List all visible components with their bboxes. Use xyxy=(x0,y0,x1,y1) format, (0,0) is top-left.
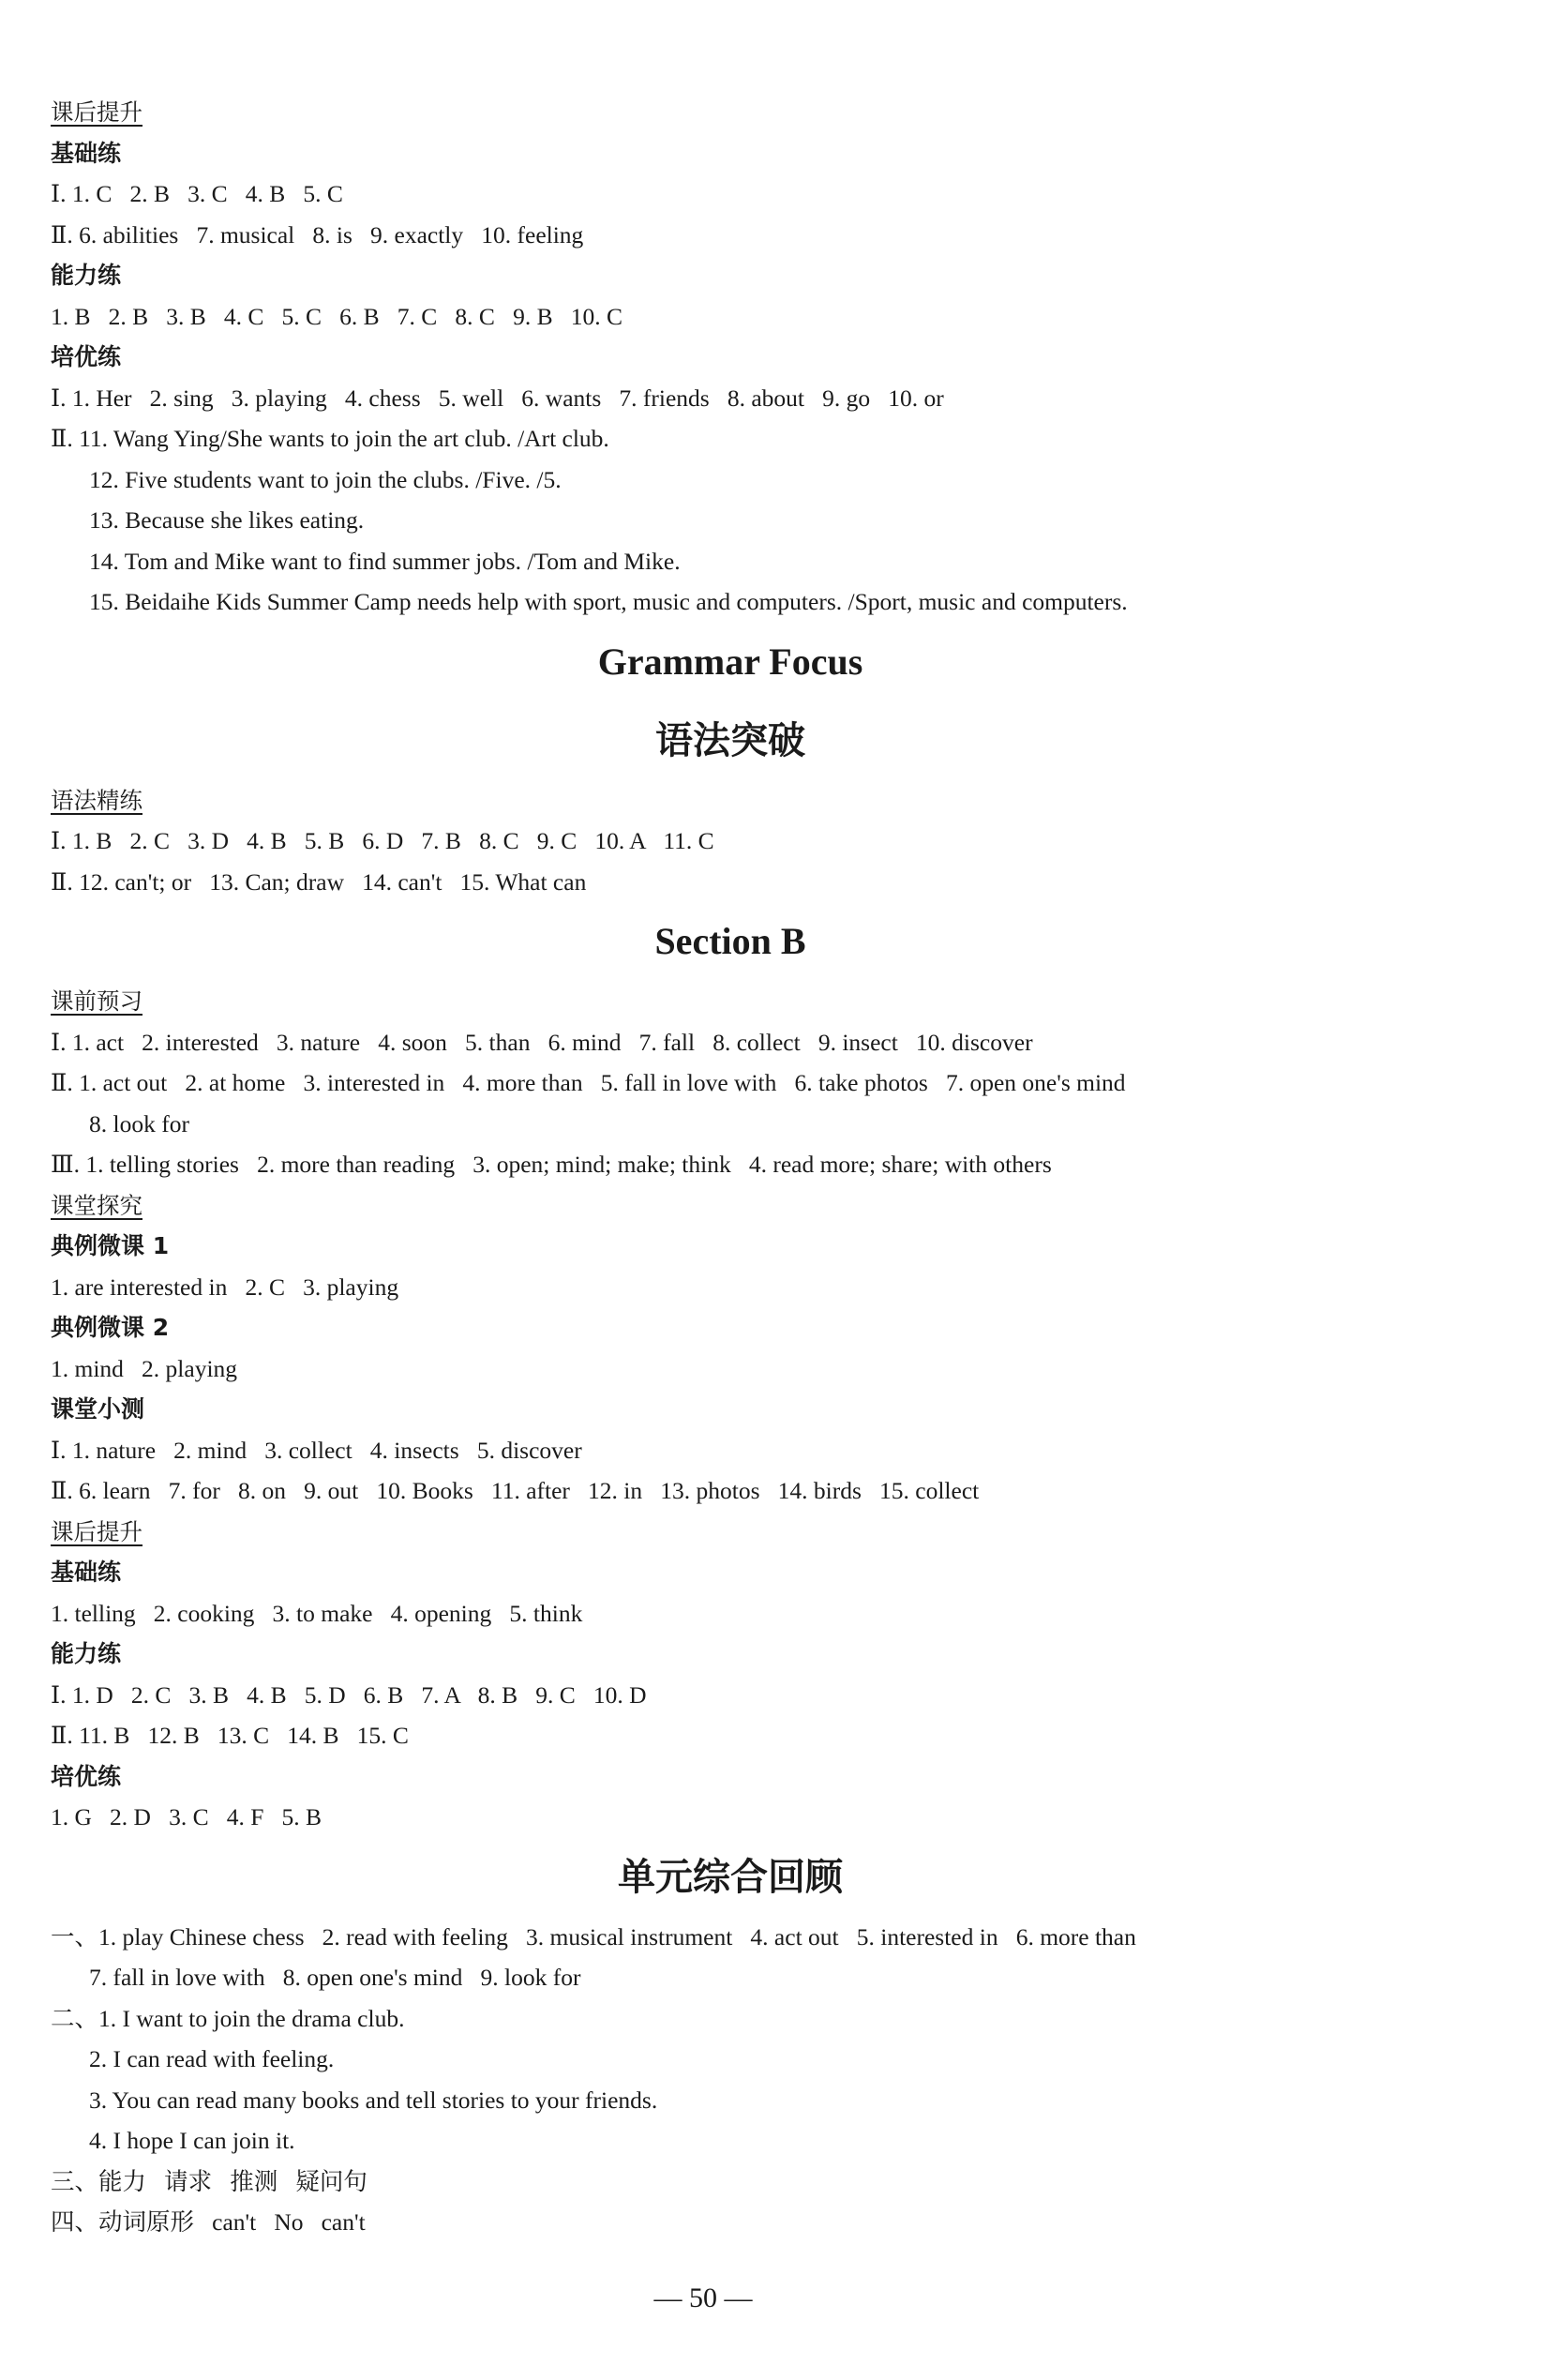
answer-line: Ⅰ. 1. nature 2. mind 3. collect 4. insects 5. discover xyxy=(51,1436,582,1464)
exercise-heading: 能力练 xyxy=(51,1640,122,1667)
answer-line-indented: 4. I hope I can join it. xyxy=(89,2127,295,2154)
answer-line: 四、动词原形 can't No can't xyxy=(51,2208,366,2236)
answer-line-indented: 13. Because she likes eating. xyxy=(89,506,365,534)
answer-line: Ⅱ. 11. B 12. B 13. C 14. B 15. C xyxy=(51,1722,409,1749)
exercise-heading: 典例微课 2 xyxy=(51,1314,170,1341)
page-number: — 50 — xyxy=(653,2282,753,2313)
answer-line: 1. telling 2. cooking 3. to make 4. opening 5. think xyxy=(51,1599,583,1627)
answer-line: 三、能力 请求 推测 疑问句 xyxy=(51,2167,368,2195)
section-title: Grammar Focus xyxy=(597,640,863,683)
answer-line: Ⅱ. 6. learn 7. for 8. on 9. out 10. Books 11. after 12. in 13. photos 14. birds 15. collect xyxy=(51,1477,980,1504)
answer-line: 二、1. I want to join the drama club. xyxy=(51,2004,405,2032)
section-subheading: 语法精练 xyxy=(51,786,142,814)
answer-line: Ⅱ. 11. Wang Ying/She wants to join the art club. /Art club. xyxy=(51,425,609,452)
answer-line: Ⅰ. 1. B 2. C 3. D 4. B 5. B 6. D 7. B 8. C 9. C 10. A 11. C xyxy=(51,827,714,854)
answer-content xyxy=(51,92,1494,2243)
answer-line: Ⅱ. 6. abilities 7. musical 8. is 9. exactly 10. feeling xyxy=(51,220,584,249)
answer-line-indented: 3. You can read many books and tell stories to your friends. xyxy=(89,2086,658,2114)
answer-line: Ⅰ. 1. D 2. C 3. B 4. B 5. D 6. B 7. A 8. B 9. C 10. D xyxy=(51,1680,647,1709)
exercise-heading: 典例微课 1 xyxy=(51,1232,170,1259)
answer-line: Ⅰ. 1. C 2. B 3. C 4. B 5. C xyxy=(51,180,343,207)
exercise-heading: 基础练 xyxy=(51,139,122,167)
answer-line-indented: 15. Beidaihe Kids Summer Camp needs help with sport, music and computers. /Sport, music and computers. xyxy=(89,588,1128,615)
answer-line: Ⅱ. 12. can't; or 13. Can; draw 14. can't 15. What can xyxy=(51,867,587,896)
answer-line: Ⅰ. 1. Her 2. sing 3. playing 4. chess 5. well 6. wants 7. friends 8. about 9. go 10. or xyxy=(51,384,944,412)
answer-line: Ⅰ. 1. act 2. interested 3. nature 4. soon 5. than 6. mind 7. fall 8. collect 9. insect 10. discover xyxy=(51,1028,1033,1056)
answer-line-indented: 2. I can read with feeling. xyxy=(89,2045,335,2072)
answer-line-indented: 14. Tom and Mike want to find summer jobs. /Tom and Mike. xyxy=(89,547,681,575)
section-subheading: 课后提升 xyxy=(51,1517,142,1545)
exercise-heading: 能力练 xyxy=(51,262,122,289)
answer-line: 1. G 2. D 3. C 4. F 5. B xyxy=(51,1803,322,1830)
answer-line-indented: 8. look for xyxy=(89,1109,189,1137)
section-subheading: 课堂探究 xyxy=(51,1191,142,1219)
section-subheading: 课后提升 xyxy=(51,98,142,126)
section-title-chinese: 单元综合回顾 xyxy=(618,1855,843,1899)
answer-line: 1. B 2. B 3. B 4. C 5. C 6. B 7. C 8. C 9. B 10. C xyxy=(51,302,622,330)
section-title: Section B xyxy=(654,920,806,962)
answer-line: 1. are interested in 2. C 3. playing xyxy=(51,1273,399,1301)
section-title-chinese: 语法突破 xyxy=(655,718,805,762)
section-subheading: 课前预习 xyxy=(51,987,142,1015)
answer-line: 1. mind 2. playing xyxy=(51,1354,238,1382)
exercise-heading: 基础练 xyxy=(51,1559,122,1586)
answer-line: 一、1. play Chinese chess 2. read with feeling 3. musical instrument 4. act out 5. interested in 6. more than xyxy=(51,1922,1136,1951)
exercise-heading: 培优练 xyxy=(51,1762,122,1790)
answer-line: Ⅲ. 1. telling stories 2. more than reading 3. open; mind; make; think 4. read more; share; with others xyxy=(51,1151,1052,1178)
answer-line-indented: 12. Five students want to join the clubs. /Five. /5. xyxy=(89,465,562,493)
exercise-heading: 培优练 xyxy=(51,343,122,370)
answer-line-indented: 7. fall in love with 8. open one's mind 9. look for xyxy=(89,1964,581,1991)
answer-line: Ⅱ. 1. act out 2. at home 3. interested in 4. more than 5. fall in love with 6. take photos 7. open one's mind xyxy=(51,1069,1126,1096)
exercise-heading: 课堂小测 xyxy=(51,1395,145,1423)
